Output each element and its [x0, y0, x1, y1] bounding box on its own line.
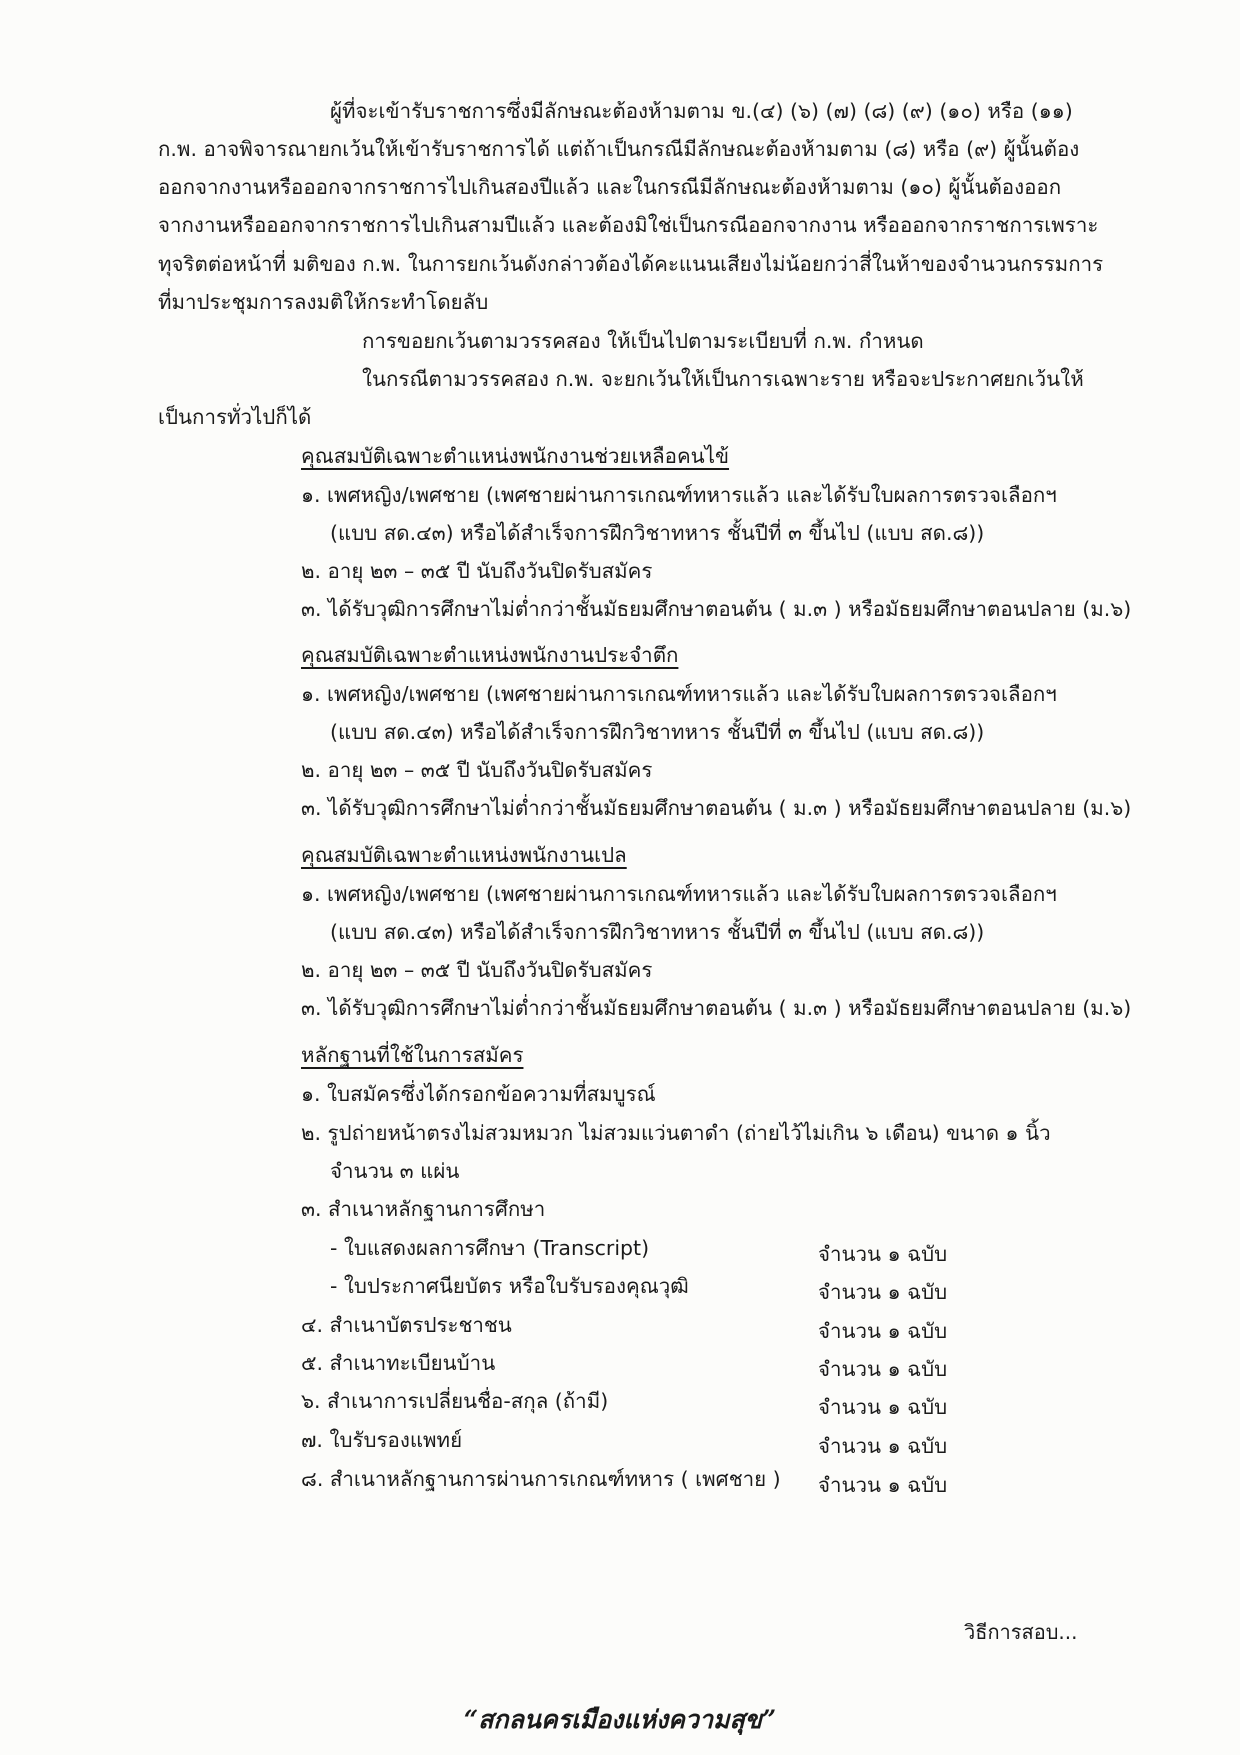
- para3-line1: ในกรณีตามวรรคสอง ก.พ. จะยกเว้นให้เป็นการเฉพาะราย หรือจะประกาศยกเว้นให้: [362, 367, 1084, 391]
- evidence-item3a: - ใบแสดงผลการศึกษา (Transcript): [330, 1236, 650, 1260]
- section3-item2: ๒. อายุ ๒๓ – ๓๕ ปี นับถึงวันปิดรับสมัคร: [301, 958, 653, 982]
- qty-house-registration: จำนวน ๑ ฉบับ: [818, 1357, 948, 1381]
- para1-line5: ทุจริตต่อหน้าที่ มติของ ก.พ. ในการยกเว้นดังกล่าวต้องได้คะแนนเสียงไม่น้อยกว่าสี่ในห้าของจำนวนกรรมการ: [158, 252, 1104, 276]
- evidence-item4: ๔. สำเนาบัตรประชาชน: [301, 1313, 512, 1337]
- qty-certificate: จำนวน ๑ ฉบับ: [818, 1280, 948, 1304]
- qty-transcript: จำนวน ๑ ฉบับ: [818, 1242, 948, 1266]
- para1-line3: ออกจากงานหรือออกจากราชการไปเกินสองปีแล้ว และในกรณีมีลักษณะต้องห้ามตาม (๑๐) ผู้นั้นต้องออก: [158, 175, 1062, 199]
- section1-item3: ๓. ได้รับวุฒิการศึกษาไม่ต่ำกว่าชั้นมัธยมศึกษาตอนต้น ( ม.๓ ) หรือมัธยมศึกษาตอนปลาย (ม.๖): [301, 597, 1132, 621]
- section3-item3: ๓. ได้รับวุฒิการศึกษาไม่ต่ำกว่าชั้นมัธยมศึกษาตอนต้น ( ม.๓ ) หรือมัธยมศึกษาตอนปลาย (ม.๖): [301, 996, 1132, 1020]
- evidence-item6: ๖. สำเนาการเปลี่ยนชื่อ-สกุล (ถ้ามี): [301, 1389, 609, 1413]
- section1-item1a: ๑. เพศหญิง/เพศชาย (เพศชายผ่านการเกณฑ์ทหารแล้ว และได้รับใบผลการตรวจเลือกฯ: [301, 483, 1057, 507]
- para2: การขอยกเว้นตามวรรคสอง ให้เป็นไปตามระเบียบที่ ก.พ. กำหนด: [362, 329, 924, 353]
- evidence-item8: ๘. สำเนาหลักฐานการผ่านการเกณฑ์ทหาร ( เพศชาย ): [301, 1467, 781, 1491]
- continuation-note: วิธีการสอบ...: [964, 1620, 1078, 1644]
- section-heading-stretcher-staff: คุณสมบัติเฉพาะตำแหน่งพนักงานเปล: [301, 843, 627, 867]
- section1-item2: ๒. อายุ ๒๓ – ๓๕ ปี นับถึงวันปิดรับสมัคร: [301, 559, 653, 583]
- section2-item1b: (แบบ สด.๔๓) หรือได้สำเร็จการฝึกวิชาทหาร ชั้นปีที่ ๓ ขึ้นไป (แบบ สด.๘)): [330, 720, 985, 744]
- evidence-item2b: จำนวน ๓ แผ่น: [330, 1159, 460, 1183]
- section1-item1b: (แบบ สด.๔๓) หรือได้สำเร็จการฝึกวิชาทหาร ชั้นปีที่ ๓ ขึ้นไป (แบบ สด.๘)): [330, 521, 985, 545]
- footer-slogan: “สกลนครเมืองแห่งความสุข”: [463, 1705, 777, 1734]
- section2-item1a: ๑. เพศหญิง/เพศชาย (เพศชายผ่านการเกณฑ์ทหารแล้ว และได้รับใบผลการตรวจเลือกฯ: [301, 682, 1057, 706]
- qty-name-change: จำนวน ๑ ฉบับ: [818, 1395, 948, 1419]
- qty-id-card: จำนวน ๑ ฉบับ: [818, 1319, 948, 1343]
- section3-item1a: ๑. เพศหญิง/เพศชาย (เพศชายผ่านการเกณฑ์ทหารแล้ว และได้รับใบผลการตรวจเลือกฯ: [301, 882, 1057, 906]
- qty-medical-certificate: จำนวน ๑ ฉบับ: [818, 1434, 948, 1458]
- evidence-item3b: - ใบประกาศนียบัตร หรือใบรับรองคุณวุฒิ: [330, 1274, 689, 1298]
- evidence-heading: หลักฐานที่ใช้ในการสมัคร: [301, 1043, 524, 1067]
- para3-line2: เป็นการทั่วไปก็ได้: [158, 405, 312, 429]
- evidence-item2a: ๒. รูปถ่ายหน้าตรงไม่สวมหมวก ไม่สวมแว่นตาดำ (ถ่ายไว้ไม่เกิน ๖ เดือน) ขนาด ๑ นิ้ว: [301, 1121, 1051, 1145]
- section2-item3: ๓. ได้รับวุฒิการศึกษาไม่ต่ำกว่าชั้นมัธยมศึกษาตอนต้น ( ม.๓ ) หรือมัธยมศึกษาตอนปลาย (ม.๖): [301, 796, 1132, 820]
- evidence-item7: ๗. ใบรับรองแพทย์: [301, 1428, 463, 1452]
- qty-military-evidence: จำนวน ๑ ฉบับ: [818, 1473, 948, 1497]
- evidence-item1: ๑. ใบสมัครซึ่งได้กรอกข้อความที่สมบูรณ์: [301, 1082, 656, 1106]
- para1-line1: ผู้ที่จะเข้ารับราชการซึ่งมีลักษณะต้องห้ามตาม ข.(๔) (๖) (๗) (๘) (๙) (๑๐) หรือ (๑๑): [330, 99, 1073, 123]
- section2-item2: ๒. อายุ ๒๓ – ๓๕ ปี นับถึงวันปิดรับสมัคร: [301, 758, 653, 782]
- para1-line2: ก.พ. อาจพิจารณายกเว้นให้เข้ารับราชการได้ แต่ถ้าเป็นกรณีมีลักษณะต้องห้ามตาม (๘) หรือ (๙) ผู้นั้นต้อง: [158, 137, 1080, 161]
- section-heading-patient-aide: คุณสมบัติเฉพาะตำแหน่งพนักงานช่วยเหลือคนไข้: [301, 444, 730, 468]
- evidence-item3: ๓. สำเนาหลักฐานการศึกษา: [301, 1197, 546, 1221]
- evidence-item5: ๕. สำเนาทะเบียนบ้าน: [301, 1351, 496, 1375]
- para1-line4: จากงานหรือออกจากราชการไปเกินสามปีแล้ว และต้องมิใช่เป็นกรณีออกจากงาน หรือออกจากราชการเพราะ: [158, 213, 1099, 237]
- section-heading-ward-staff: คุณสมบัติเฉพาะตำแหน่งพนักงานประจำตึก: [301, 643, 679, 667]
- para1-line6: ที่มาประชุมการลงมติให้กระทำโดยลับ: [158, 290, 489, 314]
- section3-item1b: (แบบ สด.๔๓) หรือได้สำเร็จการฝึกวิชาทหาร ชั้นปีที่ ๓ ขึ้นไป (แบบ สด.๘)): [330, 920, 985, 944]
